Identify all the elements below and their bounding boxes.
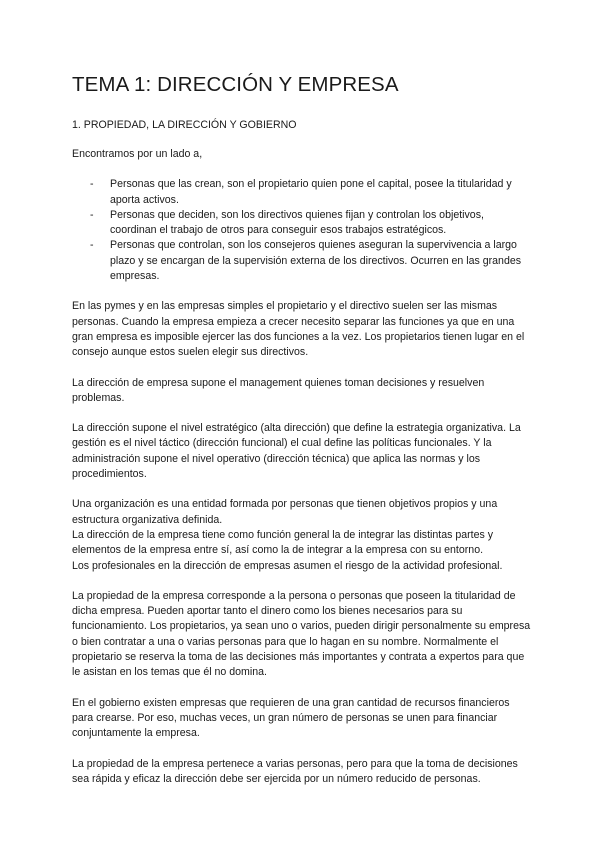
paragraph-management: La dirección de empresa supone el management quienes toman decisiones y resuelven problemas.: [72, 376, 485, 404]
list-item: [72, 208, 532, 239]
list-item-text: Personas que las crean, son el propietario quien pone el capital, posee la titularidad y aporta activos.: [110, 178, 512, 206]
bullet-dash: -: [90, 208, 94, 221]
list-item: [72, 238, 532, 284]
bullet-dash: -: [90, 239, 94, 252]
paragraph-propiedad: La propiedad de la empresa corresponde a la persona o personas que poseen la titularidad de dicha empresa. Pueden aportar tanto el dinero como los bienes necesarios para su funcionamiento. Los propietarios, ya sean uno o varios, pueden dirigir personalmente su empresa o bien contratar a una o varias personas para que lo hagan en su nombre. Normalmente el propietario se reserva la toma de las decisiones más importantes y contrata a expertos para que le asistan en los temas que él no domina.: [72, 589, 531, 679]
paragraph-organizacion: Una organización es una entidad formada por personas que tienen objetivos propios y una estructura organizativa definida.: [72, 498, 498, 526]
list-item: [72, 177, 532, 208]
list-item-text: Personas que controlan, son los consejeros quienes aseguran la supervivencia a largo plazo y se encargan de la supervisión externa de los directivos. Ocurren en las grandes empresas.: [110, 239, 522, 283]
section-heading: 1. PROPIEDAD, LA DIRECCIÓN Y GOBIERNO: [72, 119, 297, 131]
bullet-dash: -: [90, 178, 94, 191]
paragraph-propiedad-varias: La propiedad de la empresa pertenece a varias personas, pero para que la toma de decisiones sea rápida y eficaz la dirección debe ser ejercida por un número reducido de personas.: [72, 757, 518, 785]
paragraph-gobierno: En el gobierno existen empresas que requieren de una gran cantidad de recursos financieros para crearse. Por eso, muchas veces, un gran número de personas se unen para financiar conjuntamente la empresa.: [72, 696, 510, 740]
bullet-list: [72, 177, 532, 284]
list-item-text: Personas que deciden, son los directivos quienes fijan y controlan los objetivos, coordinan el trabajo de otros para conseguir esos trabajos estratégicos.: [110, 208, 484, 237]
intro-text: Encontramos por un lado a,: [72, 148, 203, 160]
paragraph-niveles: La dirección supone el nivel estratégico (alta dirección) que define la estrategia organizativa. La gestión es el nivel táctico (dirección funcional) el cual define las políticas funcionales. Y la administración supone el nivel operativo (dirección técnica) que aplica las normas y los procedimientos.: [72, 422, 521, 481]
page-title: TEMA 1: DIRECCIÓN Y EMPRESA: [72, 73, 399, 96]
document-page: [72, 72, 532, 787]
paragraph-funcion-direccion: La dirección de la empresa tiene como función general la de integrar las distintas partes y elementos de la empresa entre sí, así como la de integrar a la empresa con su entorno.: [72, 528, 494, 557]
paragraph-pymes: En las pymes y en las empresas simples el propietario y el directivo suelen ser las mismas personas. Cuando la empresa empieza a crecer necesito separar las funciones ya que en una gran empresa es imposible ejercer las dos funciones a la vez. Los propietarios tienen lugar en el consejo aunque estos suelen elegir sus directivos.: [72, 300, 525, 359]
paragraph-profesionales: Los profesionales en la dirección de empresas asumen el riesgo de la actividad profesional.: [72, 559, 503, 572]
